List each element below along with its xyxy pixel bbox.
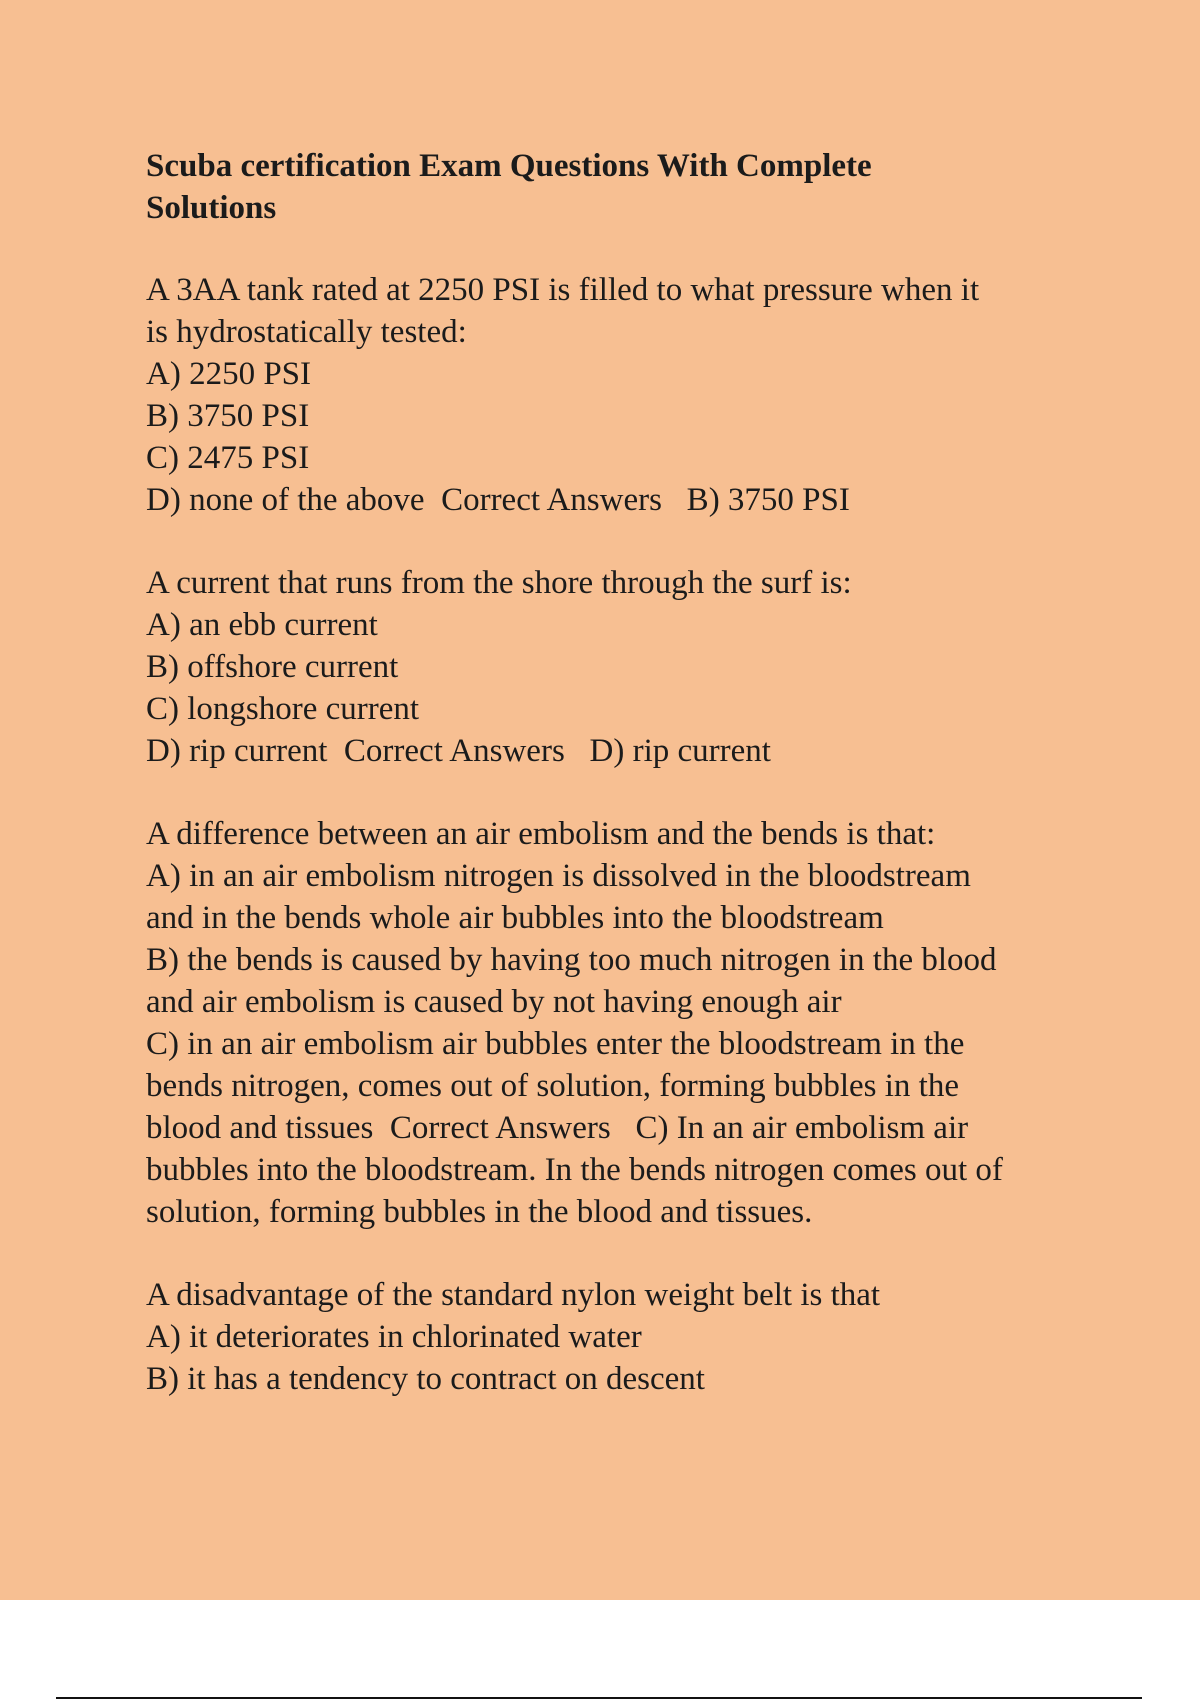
- answer-option-with-correct-answer: D) none of the above Correct Answers B) 3750 PSI: [146, 482, 850, 518]
- answer-option-with-correct-answer: blood and tissues Correct Answers C) In an air embolism air: [146, 1110, 969, 1146]
- question-text: is hydrostatically tested:: [146, 314, 467, 350]
- document-content: [146, 145, 1096, 1441]
- answer-option: A) it deteriorates in chlorinated water: [146, 1319, 642, 1355]
- question-text: A 3AA tank rated at 2250 PSI is filled to what pressure when it: [146, 272, 980, 308]
- question-text: A current that runs from the shore through the surf is:: [146, 565, 852, 601]
- answer-option: A) 2250 PSI: [146, 356, 312, 392]
- answer-option: C) 2475 PSI: [146, 440, 310, 476]
- answer-option: C) longshore current: [146, 691, 420, 727]
- question-text: A difference between an air embolism and the bends is that:: [146, 816, 936, 852]
- footer-rule: [56, 1697, 1142, 1699]
- answer-option: B) the bends is caused by having too much nitrogen in the blood: [146, 942, 997, 978]
- answer-option-with-correct-answer: D) rip current Correct Answers D) rip current: [146, 733, 771, 769]
- answer-option: C) in an air embolism air bubbles enter the bloodstream in the: [146, 1026, 965, 1062]
- answer-option: and in the bends whole air bubbles into the bloodstream: [146, 900, 884, 936]
- correct-answer-text: bubbles into the bloodstream. In the bends nitrogen comes out of: [146, 1152, 1003, 1188]
- answer-option: A) an ebb current: [146, 607, 378, 643]
- title-line: Solutions: [146, 190, 277, 226]
- question-block-4: [146, 1274, 1096, 1400]
- title-line: Scuba certification Exam Questions With Complete: [146, 148, 872, 184]
- document-title: [146, 145, 1096, 229]
- answer-option: B) 3750 PSI: [146, 398, 310, 434]
- answer-option: B) it has a tendency to contract on descent: [146, 1361, 705, 1397]
- correct-answer-text: solution, forming bubbles in the blood and tissues.: [146, 1194, 813, 1230]
- answer-option: bends nitrogen, comes out of solution, forming bubbles in the: [146, 1068, 959, 1104]
- answer-option: and air embolism is caused by not having enough air: [146, 984, 842, 1020]
- question-text: A disadvantage of the standard nylon weight belt is that: [146, 1277, 881, 1313]
- question-block-2: [146, 562, 1096, 772]
- question-block-3: [146, 813, 1096, 1233]
- question-block-1: [146, 269, 1096, 521]
- answer-option: A) in an air embolism nitrogen is dissolved in the bloodstream: [146, 858, 971, 894]
- answer-option: B) offshore current: [146, 649, 399, 685]
